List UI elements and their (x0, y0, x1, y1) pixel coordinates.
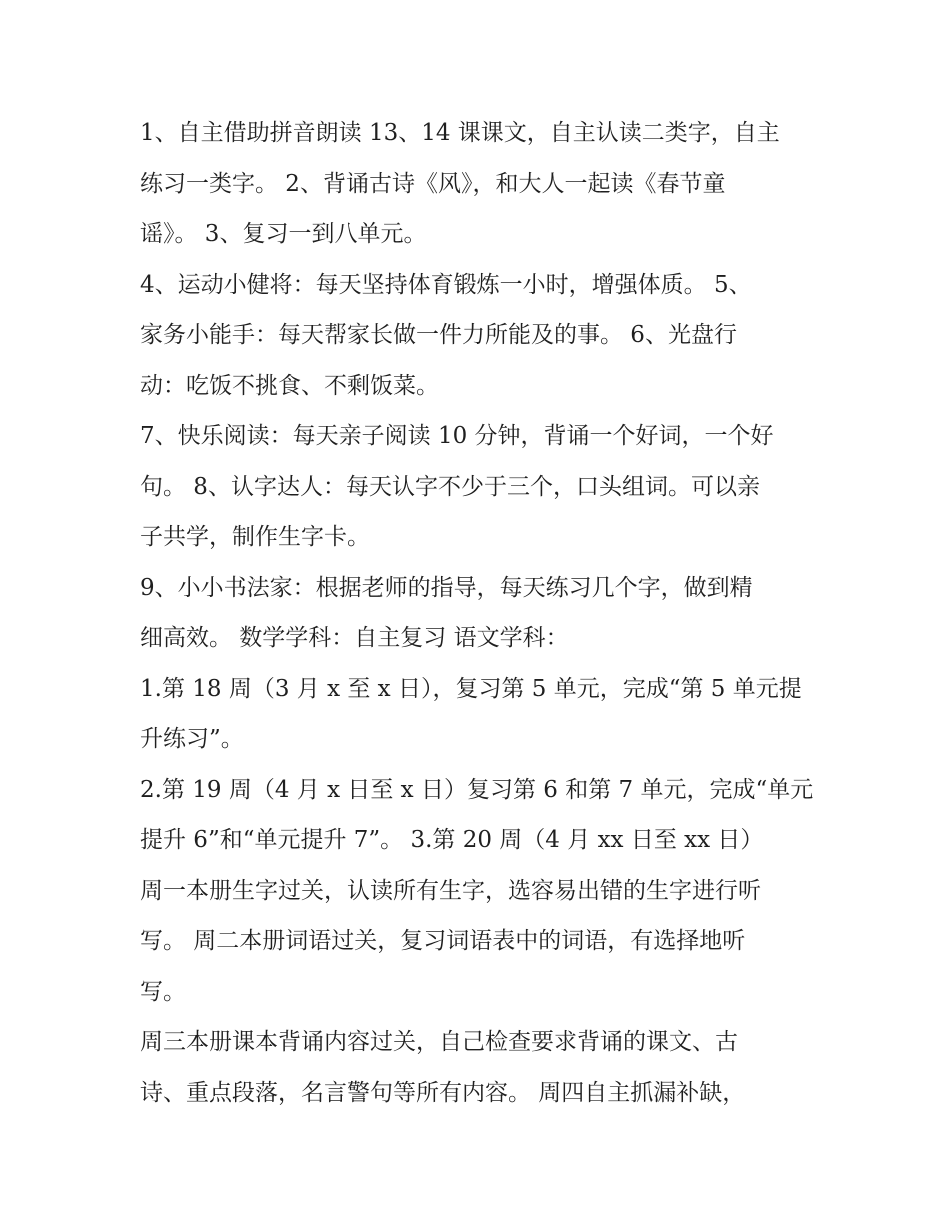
text-line: 子共学，制作生字卡。 (140, 524, 370, 550)
text-line: 细高效。 数学学科：自主复习 语文学科： (140, 625, 569, 651)
text-line: 写。 (140, 978, 186, 1005)
text-line: 句。 8、认字达人：每天认字不少于三个，口头组词。可以亲 (140, 473, 760, 500)
text-line: 2.第 19 周（4 月 x 日至 x 日）复习第 6 和第 7 单元，完成“单元 (140, 776, 814, 803)
text-line: 写。 周二本册词语过关，复习词语表中的词语，有选择地听 (140, 928, 746, 954)
text-line: 周三本册课本背诵内容过关，自己检查要求背诵的课文、古 (140, 1029, 738, 1055)
text-line: 诗、重点段落，名言警句等所有内容。 周四自主抓漏补缺， (140, 1079, 746, 1106)
text-line: 练习一类字。 2、背诵古诗《风》，和大人一起读《春节童 (140, 170, 726, 197)
text-line: 1、自主借助拼音朗读 13、14 课课文，自主认读二类字，自主 (140, 120, 780, 146)
text-line: 升练习”。 (140, 726, 244, 752)
document-body (140, 108, 820, 1118)
text-line: 周一本册生字过关，认读所有生字，选容易出错的生字进行听 (140, 877, 761, 904)
text-line: 动：吃饭不挑食、不剩饭菜。 (140, 372, 439, 399)
text-line: 4、运动小健将：每天坚持体育锻炼一小时，增强体质。 5、 (140, 271, 752, 298)
text-line: 9、小小书法家：根据老师的指导，每天练习几个字，做到精 (140, 574, 753, 601)
text-line: 提升 6”和“单元提升 7”。 3.第 20 周（4 月 xx 日至 xx 日） (140, 827, 764, 853)
text-line: 谣》。 3、复习一到八单元。 (140, 221, 427, 247)
text-line: 家务小能手：每天帮家长做一件力所能及的事。 6、光盘行 (140, 322, 737, 348)
text-line: 1.第 18 周（3 月 x 至 x 日），复习第 5 单元，完成“第 5 单元提 (140, 675, 802, 702)
text-line: 7、快乐阅读：每天亲子阅读 10 分钟，背诵一个好词，一个好 (140, 423, 774, 449)
